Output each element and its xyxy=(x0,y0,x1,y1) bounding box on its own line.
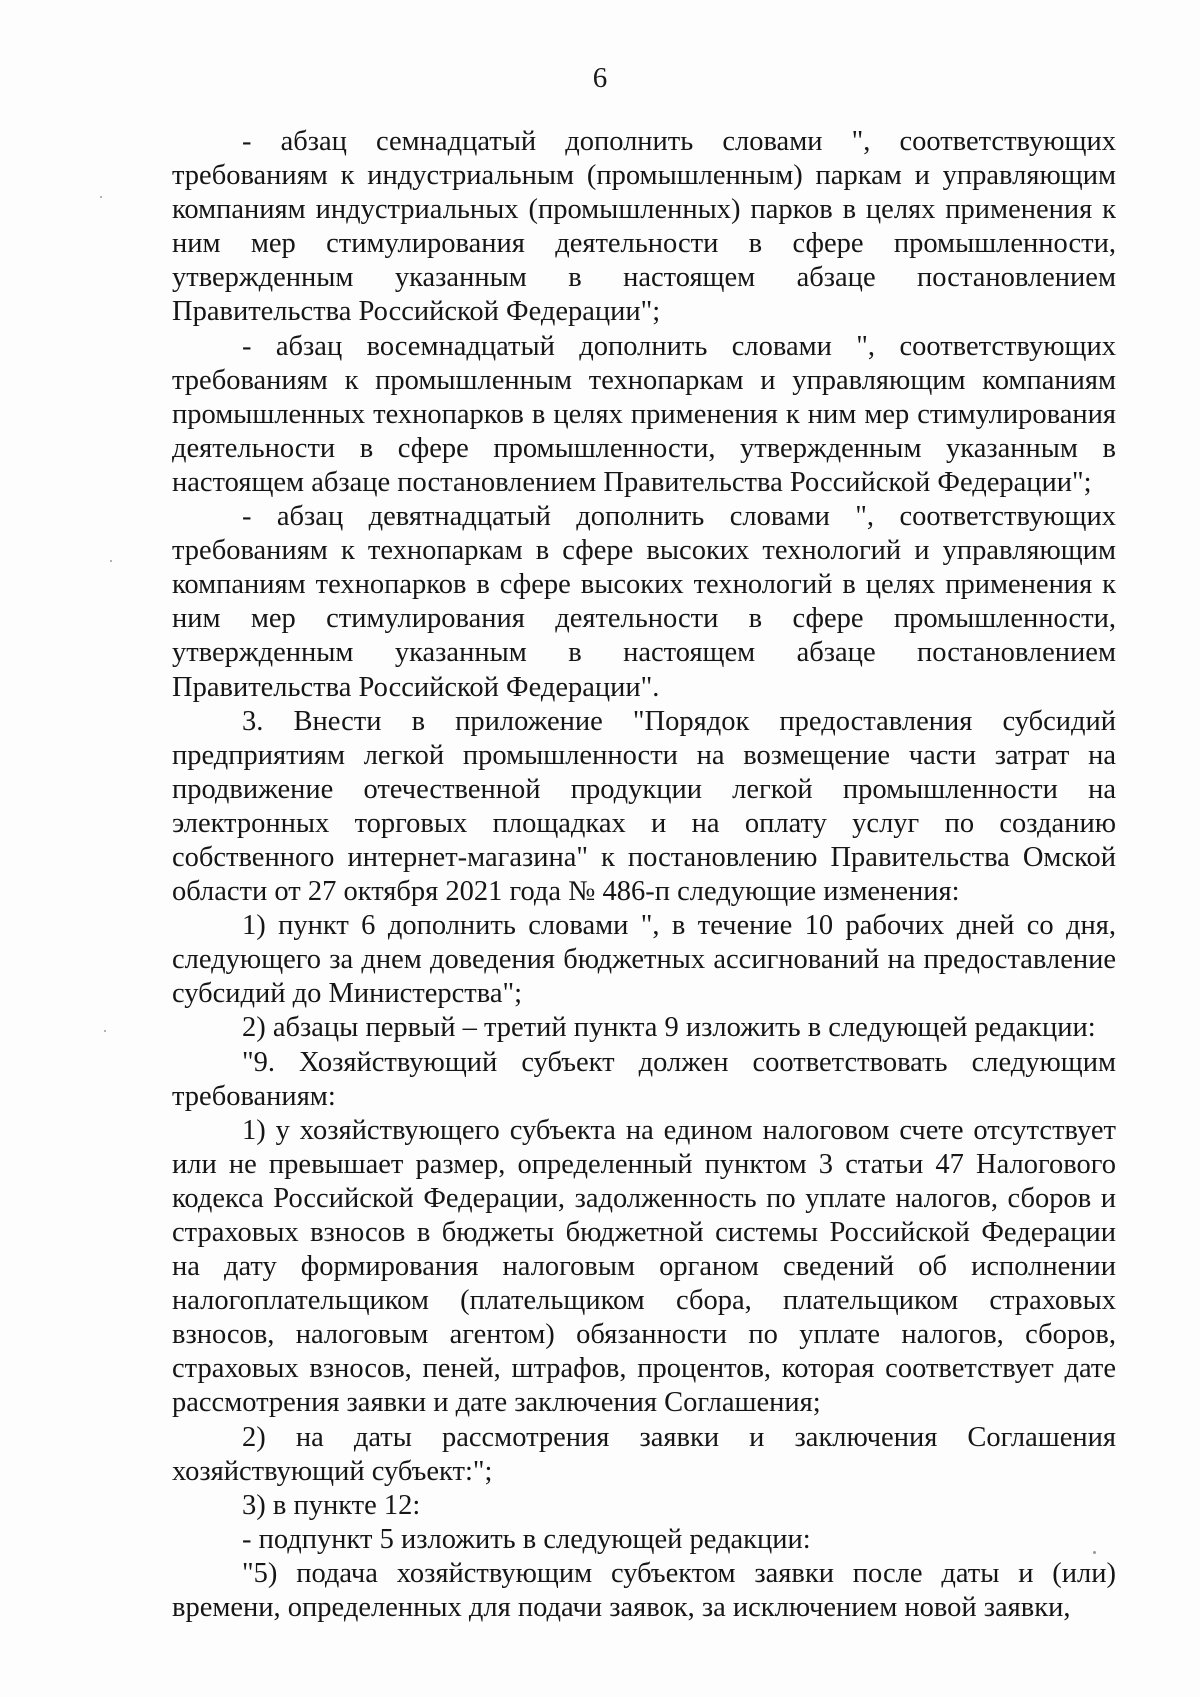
scan-dust xyxy=(110,560,112,562)
paragraph-5: 1) пункт 6 дополнить словами ", в течение 10 рабочих дней со дня, следующего за днем доведения бюджетных ассигнований на предоставление субсидий до Министерства"; xyxy=(172,910,1116,1010)
page-number: 6 xyxy=(592,62,608,94)
paragraph-2: - абзац восемнадцатый дополнить словами ", соответствующих требованиям к промышленным технопаркам и управляющим компаниям промышленных технопарков в целях применения к ним мер стимулирования деятельности в сфере промышленности, утвержденным указанным в настоящем абзаце постановлением Правительства Российской Федерации"; xyxy=(172,330,1116,498)
scan-dust xyxy=(104,1030,106,1032)
paragraph-1: - абзац семнадцатый дополнить словами ", соответствующих требованиям к индустриальным (промышленным) паркам и управляющим компаниям индустриальных (промышленных) парков в целях применения к ним мер стимулирования деятельности в сфере промышленности, утвержденным указанным в настоящем абзаце постановлением Правительства Российской Федерации"; xyxy=(172,126,1116,328)
paragraph-10: 3) в пункте 12: xyxy=(242,1489,421,1521)
paragraph-7: "9. Хозяйствующий субъект должен соответствовать следующим требованиям: xyxy=(172,1046,1116,1112)
paragraph-6: 2) абзацы первый – третий пункта 9 изложить в следующей редакции: xyxy=(242,1012,1096,1044)
scan-dust xyxy=(100,196,102,198)
paragraph-4: 3. Внести в приложение "Порядок предоставления субсидий предприятиям легкой промышленности на возмещение части затрат на продвижение отечественной продукции легкой промышленности на электронных торговых площадках и на оплату услуг по созданию собственного интернет-магазина" к постановлению Правительства Омской области от 27 октября 2021 года № 486-п следующие изменения: xyxy=(172,705,1116,908)
scan-dust xyxy=(1093,1551,1096,1554)
document-body xyxy=(172,125,1116,1625)
paragraph-9: 2) на даты рассмотрения заявки и заключения Соглашения хозяйствующий субъект:"; xyxy=(172,1421,1116,1487)
paragraph-11: - подпункт 5 изложить в следующей редакции: xyxy=(242,1523,811,1555)
paragraph-8: 1) у хозяйствующего субъекта на едином налоговом счете отсутствует или не превышает размер, определенный пунктом 3 статьи 47 Налогового кодекса Российской Федерации, задолженность по уплате налогов, сборов и страховых взносов в бюджеты бюджетной системы Российской Федерации на дату формирования налоговым органом сведений об исполнении налогоплательщиком (плательщиком сбора, плательщиком страховых взносов, налоговым агентом) обязанности по уплате налогов, сборов, страховых взносов, пеней, штрафов, процентов, которая соответствует дате рассмотрения заявки и дате заключения Соглашения; xyxy=(172,1114,1116,1419)
paragraph-3: - абзац девятнадцатый дополнить словами ", соответствующих требованиям к технопаркам в сфере высоких технологий и управляющим компаниям технопарков в сфере высоких технологий в целях применения к ним мер стимулирования деятельности в сфере промышленности, утвержденным указанным в настоящем абзаце постановлением Правительства Российской Федерации". xyxy=(172,501,1116,703)
paragraph-12: "5) подача хозяйствующим субъектом заявки после даты и (или) времени, определенных для подачи заявок, за исключением новой заявки, xyxy=(172,1557,1116,1624)
